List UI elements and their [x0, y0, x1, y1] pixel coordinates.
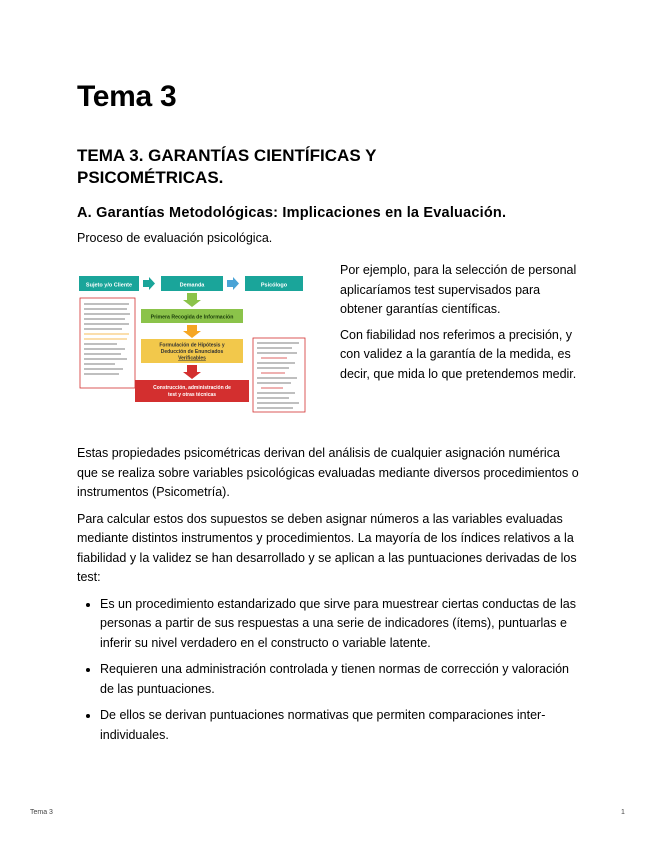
arrow-down-icon [183, 365, 201, 379]
administration-box-line-1: Construcción, administración de [153, 385, 231, 391]
first-info-box-label: Primera Recogida de Información [150, 314, 234, 321]
hypothesis-box-line-2: Deducción de Enunciados [160, 349, 224, 355]
list-item: • De ellos se derivan puntuaciones normativas que permiten comparaciones inter-individuales. [100, 706, 582, 745]
administration-box-line-2: test y otras técnicas [167, 392, 217, 398]
side-text [340, 261, 580, 390]
body-paragraph-1: Estas propiedades psicométricas derivan del análisis de cualquier asignación numérica que se realiza sobre variables psicológicas evaluadas mediante diversos procedimientos o instrumentos (Psicometría). [77, 446, 579, 499]
body-text [77, 444, 582, 752]
subsection-heading: A. Garantías Metodológicas: Implicaciones en la Evaluación. [77, 205, 507, 221]
side-paragraph-2: Con fiabilidad nos referimos a precisión, y con validez a la garantía de la medida, es decir, que mida lo que pretendemos medir. [340, 327, 577, 381]
left-note-box [80, 298, 135, 388]
arrow-right-icon [227, 277, 239, 290]
list-item: • Es un procedimiento estandarizado que sirve para muestrear ciertas conductas de las personas a partir de sus respuestas a una serie de indicadores (ítems), puntuarlas e inferir su nivel verdadero en el constructo o variable latente. [100, 595, 582, 654]
intro-text: Proceso de evaluación psicológica. [77, 231, 273, 245]
arrow-down-icon [183, 293, 201, 307]
list-item: • Requieren una administración controlada y tienen normas de corrección y valoración de las puntuaciones. [100, 660, 582, 699]
arrow-right-icon [143, 277, 155, 290]
hypothesis-box-line-1: Formulación de Hipótesis y [159, 342, 225, 349]
demand-box-label: Demanda [179, 282, 205, 289]
arrow-down-icon [183, 325, 201, 338]
page-title: Tema 3 [77, 80, 177, 113]
administration-box [135, 380, 249, 402]
right-note-box [253, 338, 305, 412]
section-heading: TEMA 3. GARANTÍAS CIENTÍFICAS Y PSICOMÉTRICAS. [77, 146, 377, 187]
footer-title: Tema 3 [30, 809, 53, 816]
bullet-list [77, 595, 582, 746]
side-paragraph-1: Por ejemplo, para la selección de personal aplicaríamos test supervisados para obtener garantías científicas. [340, 263, 577, 316]
psychologist-box-label: Psicólogo [260, 282, 288, 289]
process-diagram [77, 268, 307, 418]
hypothesis-box-line-3: Verificables [178, 355, 206, 362]
evaluation-process-figure [77, 268, 307, 418]
body-paragraph-2: Para calcular estos dos supuestos se deben asignar números a las variables evaluadas mediante distintos instrumentos y procedimientos. La mayoría de los índices relativos a la fiabilidad y la validez se han desarrollado y se aplican a las puntuaciones derivadas de los test: [77, 511, 577, 584]
page-number: 1 [621, 809, 625, 816]
client-box-label: Sujeto y/o Cliente [85, 282, 133, 289]
